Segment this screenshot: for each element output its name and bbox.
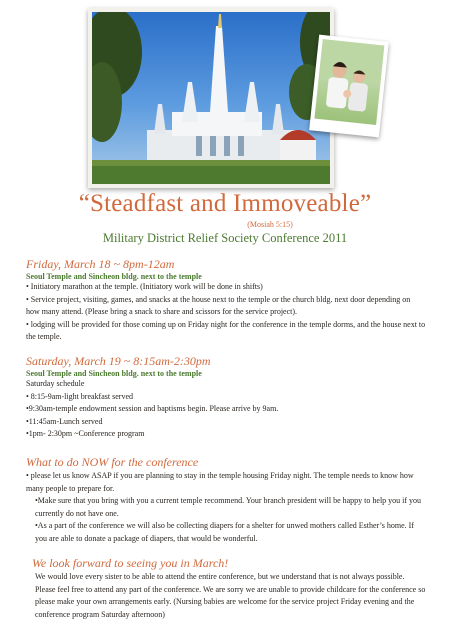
saturday-section: [26, 354, 426, 441]
todo-line: • please let us know ASAP if you are planning to stay in the temple housing Friday night. The temple needs to know how many people to prepare for.: [26, 471, 414, 493]
page-title: “Steadfast and Immoveable”: [78, 190, 372, 217]
friday-line: • Initiatory marathon at the temple. (Initiatory work will be done in shifts): [26, 282, 263, 291]
saturday-schedule-label: Saturday schedule: [26, 379, 85, 388]
friday-heading: Friday, March 18 ~ 8pm-12am: [26, 257, 175, 271]
saturday-line: • 8:15-9am-light breakfast served: [26, 391, 133, 401]
closing-heading: We look forward to seeing you in March!: [32, 556, 229, 570]
family-illustration: [314, 39, 384, 125]
friday-location: Seoul Temple and Sincheon bldg. next to the temple: [26, 272, 202, 281]
todo-line: •As a part of the conference we will also be collecting diapers for a shelter for unwed mothers called Esther’s home. If you are able to donate a package of diapers, that would be wonderful.: [35, 521, 414, 543]
friday-line: • lodging will be provided for those coming up on Friday night for the conference in the temple dorms, and the house next to the temple.: [26, 319, 426, 341]
saturday-heading: Saturday, March 19 ~ 8:15am-2:30pm: [26, 354, 211, 368]
temple-illustration: [92, 12, 330, 184]
saturday-line: •9:30am-temple endowment session and baptisms begin. Please arrive by 9am.: [26, 404, 279, 413]
closing-section: [26, 556, 426, 621]
todo-line: •Make sure that you bring with you a current temple recommend. Your branch president will be happy to help you if you currently do not have one.: [35, 496, 422, 518]
todo-heading: What to do NOW for the conference: [26, 455, 199, 469]
saturday-line: •11:45am-Lunch served: [26, 416, 103, 426]
friday-line: • Service project, visiting, games, and snacks at the house next to the temple or the church bldg. next door depending on how many attend. (Please bring a snack to share and scissors for the service project).: [26, 294, 411, 316]
friday-section: [26, 257, 426, 344]
closing-text: We would love every sister to be able to attend the entire conference, but we understand that is not always possible. Please feel free to attend any part of the conference. We are sorry we are unable to provide childcare for the conference so please make your own arrangements early. (Nursing babies are welcome for the service project Friday evening and the conference program Saturday afternoon): [35, 572, 426, 619]
saturday-location: Seoul Temple and Sincheon bldg. next to the temple: [26, 369, 202, 378]
scripture-reference: (Mosiah 5:15): [247, 220, 293, 229]
saturday-line: •1pm- 2:30pm ~Conference program: [26, 429, 145, 438]
temple-photo: [88, 8, 334, 188]
family-photo: [309, 35, 389, 138]
conference-subtitle: Military District Relief Society Conference 2011: [102, 231, 348, 245]
todo-section: [26, 455, 426, 545]
